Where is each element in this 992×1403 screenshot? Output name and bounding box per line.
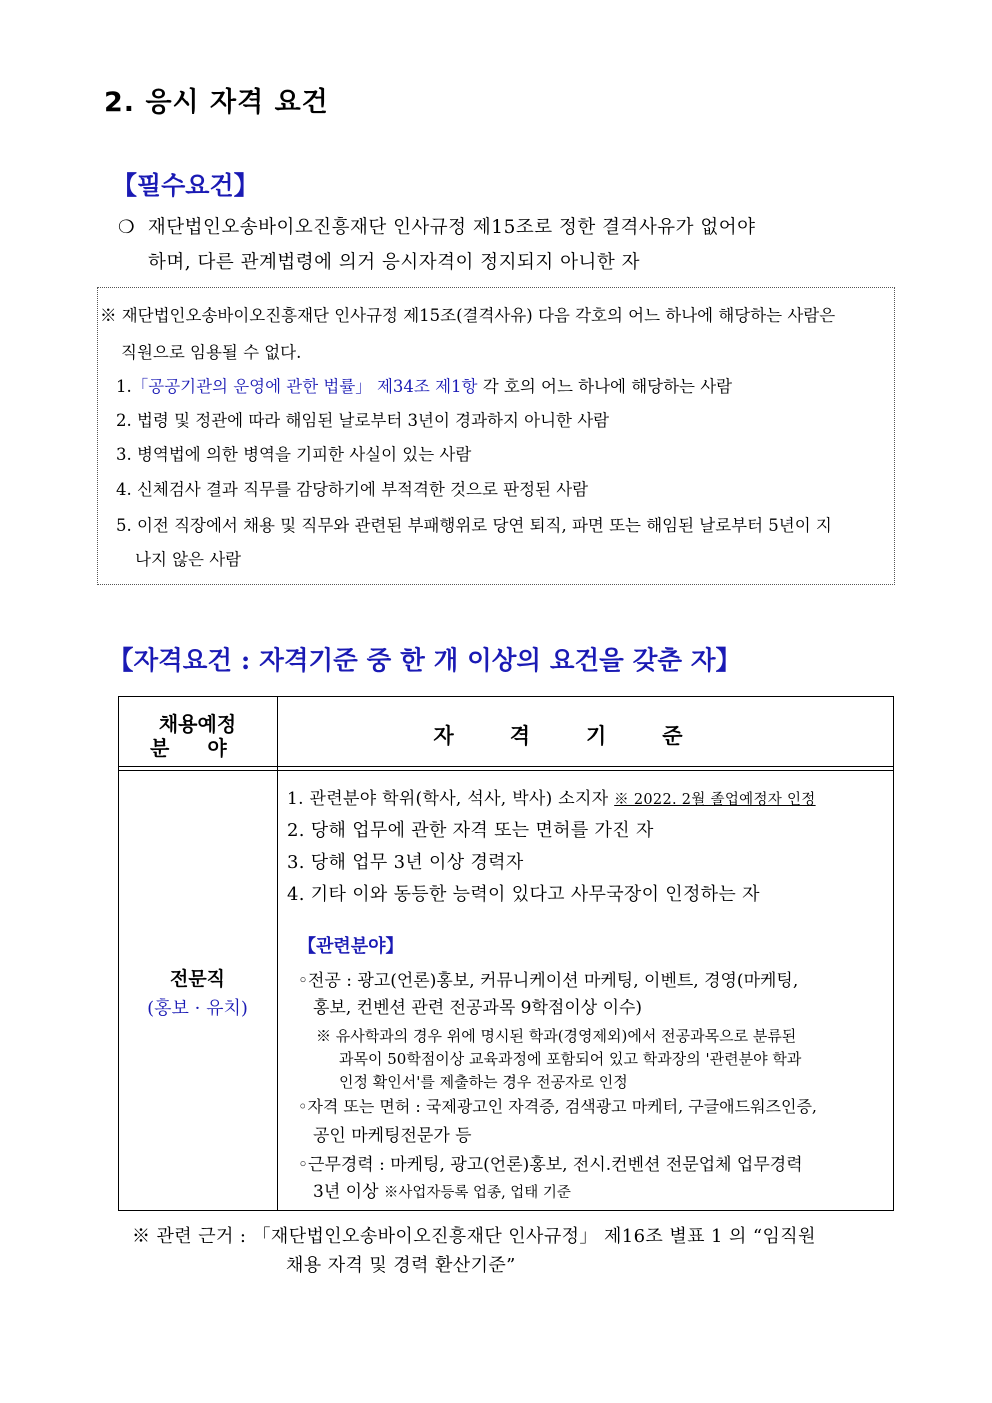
basis-line-1: ※ 관련 근거 : 「재단법인오송바이오진흥재단 인사규정」 제16조 별표 1 의 “임직원 bbox=[132, 1226, 816, 1247]
major-note-2: 과목이 50학점이상 교육과정에 포함되어 있고 학과장의 '관련분야 학과 bbox=[339, 1050, 802, 1068]
item-number: 1. bbox=[116, 377, 132, 396]
section-title: 2. 응시 자격 요건 bbox=[104, 87, 329, 118]
criterion-1 bbox=[287, 784, 816, 809]
item-text: 각 호의 어느 하나에 해당하는 사람 bbox=[482, 377, 733, 396]
disqualification-item-5-cont: 나지 않은 사람 bbox=[135, 550, 242, 569]
major-line-1: ◦전공 : 광고(언론)홍보, 커뮤니케이션 마케팅, 이벤트, 경영(마케팅, bbox=[298, 971, 799, 991]
basis-line-2: 채용 자격 및 경력 환산기준” bbox=[286, 1255, 516, 1276]
header-criteria: 자격기준 bbox=[433, 723, 739, 748]
career-line-2 bbox=[313, 1177, 571, 1202]
required-line-1 bbox=[118, 213, 755, 239]
qualification-heading: 【자격요건 : 자격기준 중 한 개 이상의 요건을 갖춘 자】 bbox=[108, 646, 741, 676]
criterion-2: 2. 당해 업무에 관한 자격 또는 면허를 가진 자 bbox=[287, 820, 654, 841]
table-divider bbox=[118, 770, 894, 771]
disqualification-item-1 bbox=[116, 373, 732, 397]
related-field-heading: 【관련분야】 bbox=[298, 936, 404, 957]
disqualification-item-2: 2. 법령 및 정관에 따라 해임된 날로부터 3년이 경과하지 아니한 사람 bbox=[116, 411, 610, 430]
disqualification-item-3: 3. 병역법에 의한 병역을 기피한 사실이 있는 사람 bbox=[116, 445, 472, 464]
job-name: 전문직 bbox=[169, 968, 226, 990]
required-line-2: 하며, 다른 관계법령에 의거 응시자격이 정지되지 아니한 자 bbox=[148, 252, 640, 273]
career-text: 3년 이상 bbox=[313, 1182, 379, 1202]
law-reference: 「공공기관의 운영에 관한 법률」 제34조 제1항 bbox=[131, 377, 478, 396]
disqualification-item-4: 4. 신체검사 결과 직무를 감당하기에 부적격한 것으로 판정된 사람 bbox=[116, 480, 589, 499]
header-field: 채용예정 bbox=[158, 712, 237, 736]
qualification-table bbox=[118, 696, 894, 1211]
criterion-note: ※ 2022. 2월 졸업예정자 인정 bbox=[614, 792, 816, 808]
required-heading: 【필수요건】 bbox=[112, 171, 259, 200]
license-line-2: 공인 마케팅전문가 등 bbox=[313, 1126, 472, 1146]
career-note: ※사업자등록 업종, 업태 기준 bbox=[383, 1185, 571, 1201]
license-line-1: ◦자격 또는 면허 : 국제광고인 자격증, 검색광고 마케터, 구글애드워즈인증, bbox=[298, 1097, 817, 1116]
major-note-3: 인정 확인서'를 제출하는 경우 전공자로 인정 bbox=[339, 1073, 628, 1091]
major-note-1: ※ 유사학과의 경우 위에 명시된 학과(경영제외)에서 전공과목으로 분류된 bbox=[316, 1027, 797, 1045]
disqualification-box bbox=[97, 287, 895, 585]
major-line-2: 홍보, 컨벤션 관련 전공과목 9학점이상 이수) bbox=[313, 998, 643, 1018]
header-field-cont: 분야 bbox=[150, 736, 265, 760]
career-line-1: ◦근무경력 : 마케팅, 광고(언론)홍보, 전시.컨벤션 전문업체 업무경력 bbox=[298, 1155, 803, 1175]
disqualification-intro-1: ※ 재단법인오송바이오진흥재단 인사규정 제15조(결격사유) 다음 각호의 어느 하나에 해당하는 사람은 bbox=[100, 306, 836, 325]
job-subtitle: (홍보 · 유치) bbox=[147, 998, 248, 1019]
criterion-4: 4. 기타 이와 동등한 능력이 있다고 사무국장이 인정하는 자 bbox=[287, 884, 760, 905]
required-text-1: 재단법인오송바이오진흥재단 인사규정 제15조로 정한 결격사유가 없어야 bbox=[147, 217, 756, 238]
table-divider bbox=[118, 766, 894, 767]
table-divider bbox=[277, 696, 278, 1211]
bullet-icon: ❍ bbox=[118, 217, 136, 238]
disqualification-intro-2: 직원으로 임용될 수 없다. bbox=[121, 343, 302, 362]
criterion-text: 1. 관련분야 학위(학사, 석사, 박사) 소지자 bbox=[287, 789, 609, 809]
disqualification-item-5: 5. 이전 직장에서 채용 및 직무와 관련된 부패행위로 당연 퇴직, 파면 또는 해임된 날로부터 5년이 지 bbox=[116, 516, 832, 535]
criterion-3: 3. 당해 업무 3년 이상 경력자 bbox=[287, 852, 524, 873]
